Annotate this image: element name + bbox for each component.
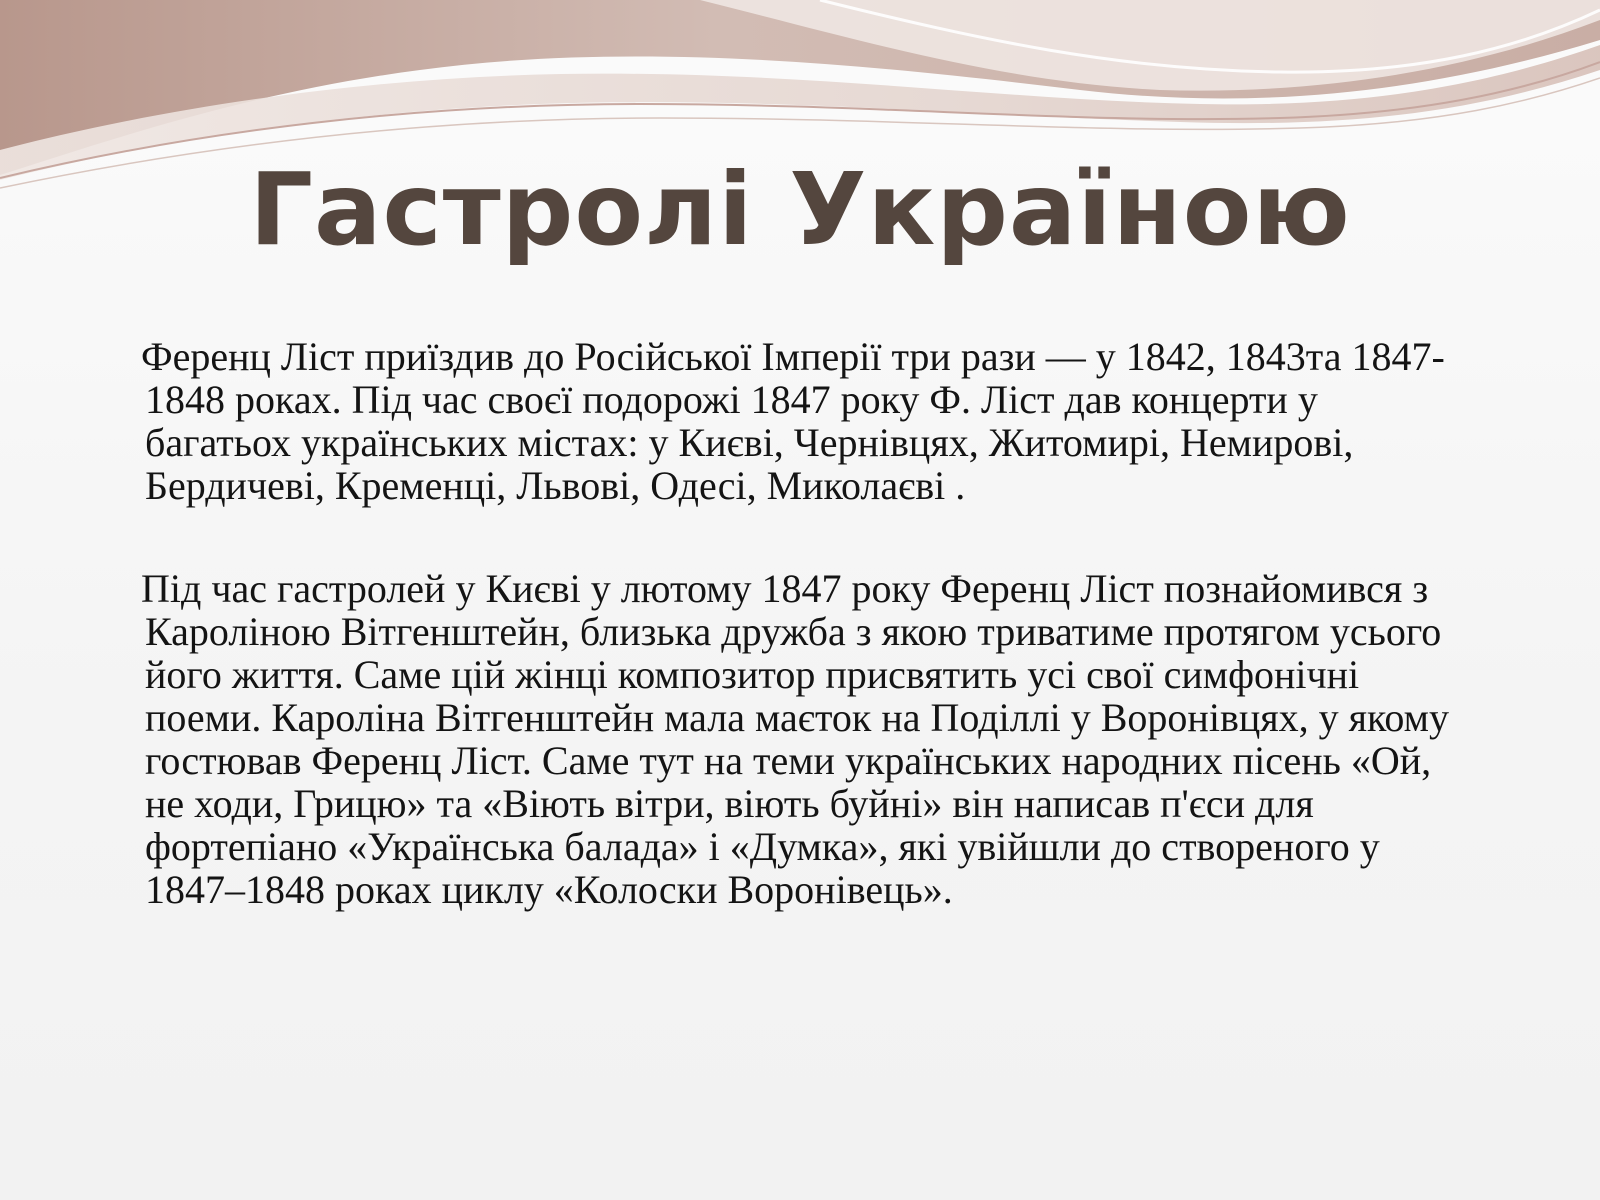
body-paragraph-1: Ференц Ліст приїздив до Російської Імперії три рази — у 1842, 1843та 1847-1848 роках. Під час своєї подорожі 1847 року Ф. Ліст дав концерти у багатьох українських містах: у Києві, Чернівцях, Житомирі, Немирові, Бердичеві, Кременці, Львові, Одесі, Миколаєві . xyxy=(141,334,1445,508)
body-paragraph-2: Під час гастролей у Києві у лютому 1847 року Ференц Ліст познайомився з Кароліною Вітгенштейн, близька дружба з якою триватиме протягом усього його життя. Саме цій жінці композитор присвятить усі свої симфонічні поеми. Кароліна Вітгенштейн мала маєток на Поділлі у Воронівцях, у якому гостював Ференц Ліст. Саме тут на теми українських народних пісень «Ой, не ходи, Грицю» та «Віють вітри, віють буйні» він написав п'єси для фортепіано «Українська балада» і «Думка», які увійшли до створеного у 1847–1848 роках циклу «Колоски Воронівець». xyxy=(141,566,1449,912)
slide-body xyxy=(141,334,1465,912)
slide-title: Гастролі Україною xyxy=(249,151,1351,268)
